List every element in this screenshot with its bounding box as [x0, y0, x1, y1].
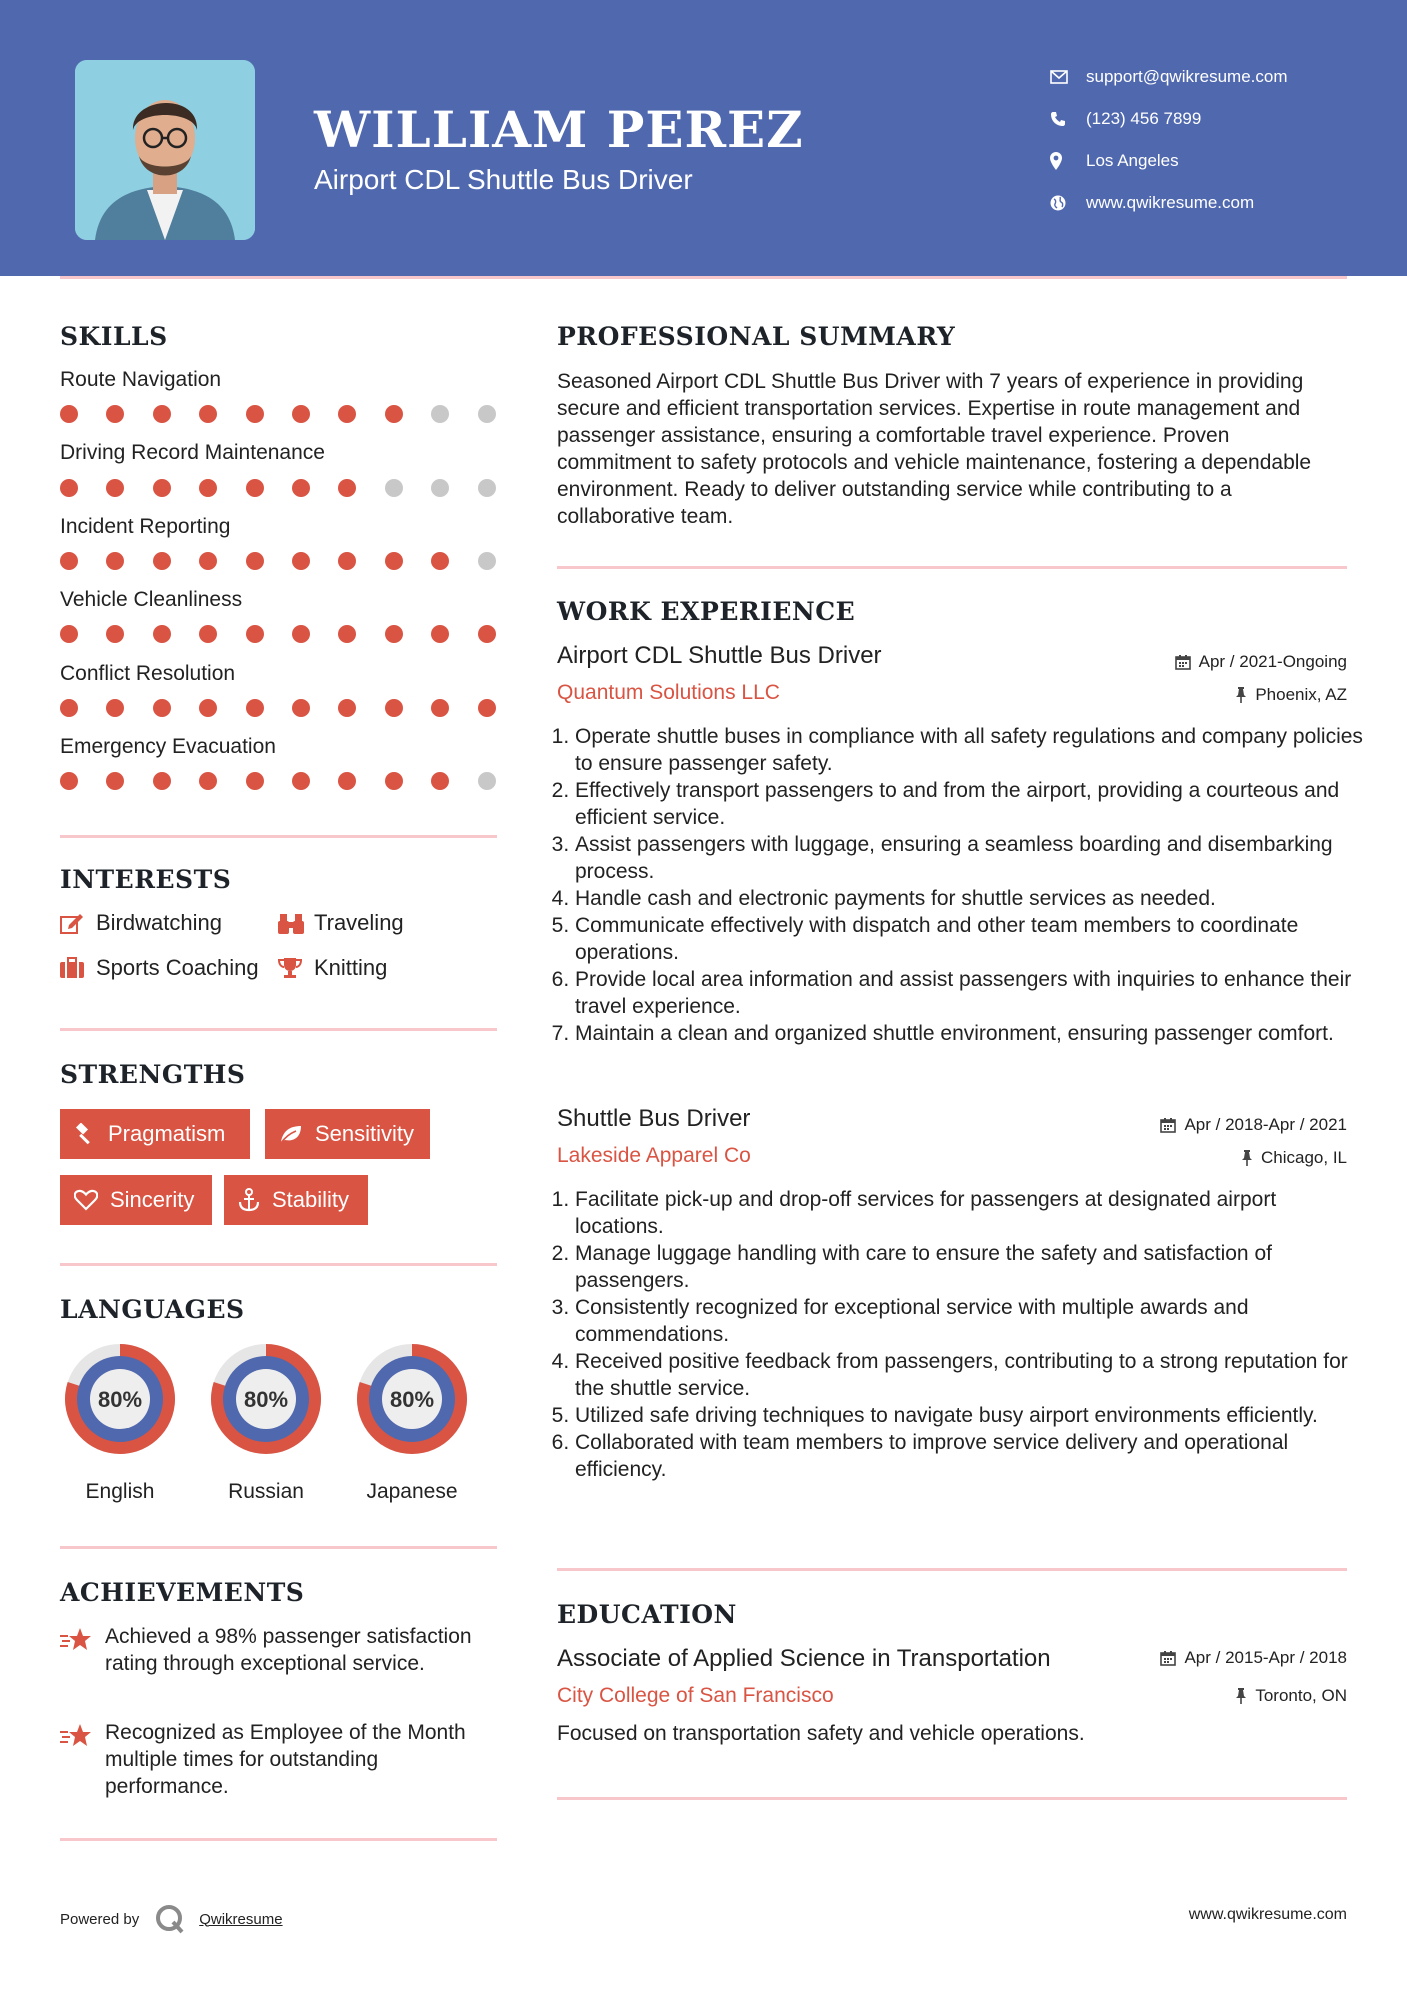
job-dates [1160, 1115, 1347, 1135]
school-name: City College of San Francisco [557, 1684, 834, 1707]
skill-dot-filled [106, 479, 124, 497]
interest-label: Sports Coaching [96, 955, 259, 980]
strengths-heading: STRENGTHS [60, 1060, 246, 1089]
language-percent: 80% [243, 1387, 289, 1412]
strength-label: Sincerity [110, 1187, 195, 1212]
education-dates [1160, 1648, 1347, 1668]
skill-dot-filled [199, 552, 217, 570]
language-item [58, 1337, 182, 1504]
skill-dot-filled [338, 552, 356, 570]
skill-dot-filled [106, 625, 124, 643]
job-dates-text: Apr / 2021-Ongoing [1198, 652, 1347, 671]
candidate-name: WILLIAM PEREZ [314, 100, 804, 159]
duty-item: 4. Handle cash and electronic payments for shuttle services as needed. [575, 885, 1365, 912]
skill-rating [60, 699, 500, 719]
skill-dot-filled [199, 479, 217, 497]
skill-dot-filled [246, 699, 264, 717]
pushpin-icon [1241, 1150, 1253, 1166]
skill-rating [60, 552, 500, 572]
summary-text: Seasoned Airport CDL Shuttle Bus Driver with 7 years of experience in providing secure and efficient transportation services. Expertise in route management and passenger assistance, ensuring a comfortable travel experience. Proven commitment to safety protocols and vehicle maintenance, fostering a dependable environment. Ready to deliver outstanding service while contributing to a collaborative team. [557, 370, 1312, 528]
achievement-item [60, 1719, 500, 1800]
skill-dot-filled [246, 479, 264, 497]
strength-badge [60, 1175, 212, 1225]
header-banner [0, 0, 1407, 276]
skill-rating [60, 772, 500, 792]
job-location [1235, 685, 1347, 705]
contact-location-text: Los Angeles [1086, 151, 1179, 170]
star-icon [60, 1719, 105, 1800]
skill-dot-filled [153, 625, 171, 643]
skill-dot-empty [478, 405, 496, 423]
education-description: Focused on transportation safety and vehicle operations. [557, 1722, 1085, 1745]
section-divider [557, 1568, 1347, 1571]
skill-dot-filled [338, 479, 356, 497]
education-dates-text: Apr / 2015-Apr / 2018 [1184, 1648, 1347, 1667]
achievements-heading: ACHIEVEMENTS [60, 1578, 305, 1607]
skill-dot-filled [153, 405, 171, 423]
company-name: Quantum Solutions LLC [557, 681, 780, 704]
footer-url[interactable]: www.qwikresume.com [1188, 1906, 1347, 1923]
section-divider [60, 1546, 497, 1549]
skill-dot-filled [106, 772, 124, 790]
skill-dot-filled [60, 405, 78, 423]
skill-name: Driving Record Maintenance [60, 441, 325, 464]
skill-dot-filled [292, 479, 310, 497]
interest-item [60, 955, 259, 981]
calendar-icon [1175, 654, 1191, 670]
phone-icon [1050, 111, 1086, 127]
skill-dot-filled [431, 772, 449, 790]
star-icon [60, 1623, 105, 1677]
skill-dot-filled [106, 405, 124, 423]
duty-item: 6. Provide local area information and assist passengers with inquiries to enhance their travel experience. [575, 966, 1365, 1020]
skill-dot-filled [338, 405, 356, 423]
skill-dot-filled [153, 699, 171, 717]
skill-dot-filled [292, 552, 310, 570]
duty-item: 5. Communicate effectively with dispatch and other team members to coordinate operations. [575, 912, 1365, 966]
education-location-text: Toronto, ON [1255, 1686, 1347, 1705]
section-divider [60, 1838, 497, 1841]
skill-dot-filled [246, 552, 264, 570]
interest-label: Traveling [314, 910, 404, 935]
skill-name: Route Navigation [60, 368, 222, 391]
achievement-text: Recognized as Employee of the Month multiple times for outstanding performance. [105, 1721, 466, 1798]
strength-label: Sensitivity [315, 1121, 415, 1146]
job-dates-text: Apr / 2018-Apr / 2021 [1184, 1115, 1347, 1134]
skill-name: Conflict Resolution [60, 662, 236, 685]
skill-dot-filled [199, 772, 217, 790]
section-divider [557, 566, 1347, 569]
duty-item: 6. Collaborated with team members to improve service delivery and operational efficiency. [575, 1429, 1365, 1483]
section-divider [60, 1263, 497, 1266]
summary-heading: PROFESSIONAL SUMMARY [557, 322, 956, 351]
skill-dot-filled [338, 699, 356, 717]
contact-list [1050, 56, 1288, 224]
skill-dot-filled [153, 772, 171, 790]
job-location-text: Phoenix, AZ [1255, 685, 1347, 704]
skills-heading: SKILLS [60, 322, 168, 351]
pushpin-icon [1235, 687, 1247, 703]
skill-dot-filled [199, 699, 217, 717]
section-divider [557, 1797, 1347, 1800]
language-name: English [85, 1480, 155, 1503]
strength-badge [60, 1109, 250, 1159]
job-location [1241, 1148, 1347, 1168]
candidate-title: Airport CDL Shuttle Bus Driver [314, 164, 693, 195]
skill-dot-filled [60, 772, 78, 790]
skill-dot-filled [292, 772, 310, 790]
header-divider [60, 276, 1347, 279]
language-name: Russian [228, 1480, 304, 1503]
job-duties [557, 1186, 1365, 1483]
skill-dot-filled [153, 552, 171, 570]
experience-heading: WORK EXPERIENCE [557, 597, 856, 626]
edit-icon [60, 912, 96, 934]
strength-label: Pragmatism [108, 1121, 226, 1146]
interest-label: Birdwatching [96, 910, 222, 935]
language-ring [58, 1337, 182, 1461]
skill-dot-filled [153, 479, 171, 497]
skill-rating [60, 405, 500, 425]
language-ring [350, 1337, 474, 1461]
briefcase-icon [60, 957, 96, 979]
skill-dot-filled [60, 552, 78, 570]
skill-dot-filled [338, 625, 356, 643]
pushpin-icon [1235, 1688, 1247, 1704]
company-name: Lakeside Apparel Co [557, 1144, 751, 1167]
language-item [204, 1337, 328, 1504]
anchor-icon [238, 1188, 260, 1212]
skill-dot-filled [431, 552, 449, 570]
job-location-text: Chicago, IL [1261, 1148, 1347, 1167]
language-percent: 80% [389, 1387, 435, 1412]
skill-dot-filled [106, 699, 124, 717]
skill-dot-filled [385, 772, 403, 790]
skill-dot-filled [246, 625, 264, 643]
skill-dot-filled [199, 405, 217, 423]
skill-dot-filled [431, 699, 449, 717]
language-name: Japanese [366, 1480, 458, 1503]
skill-dot-filled [199, 625, 217, 643]
skill-dot-filled [431, 625, 449, 643]
skill-name: Incident Reporting [60, 515, 231, 538]
achievement-item [60, 1623, 500, 1677]
envelope-icon [1050, 70, 1086, 84]
qwikresume-logo-icon [155, 1904, 185, 1934]
skill-dot-empty [478, 479, 496, 497]
contact-website-text: www.qwikresume.com [1086, 193, 1255, 212]
skill-dot-filled [246, 772, 264, 790]
skill-dot-empty [431, 479, 449, 497]
skill-dot-filled [60, 625, 78, 643]
interests-heading: INTERESTS [60, 865, 232, 894]
contact-location [1050, 140, 1288, 182]
interest-label: Knitting [314, 955, 388, 980]
skill-dot-filled [60, 699, 78, 717]
skill-dot-filled [385, 405, 403, 423]
footer-powered-by [60, 1904, 283, 1934]
duty-item: 3. Assist passengers with luggage, ensuring a seamless boarding and disembarking process. [575, 831, 1365, 885]
skill-dot-filled [246, 405, 264, 423]
binoculars-icon [278, 912, 314, 934]
strength-label: Stability [272, 1187, 350, 1212]
skill-rating [60, 625, 500, 645]
contact-phone-text: (123) 456 7899 [1086, 109, 1202, 128]
education-location [1235, 1686, 1347, 1706]
strength-badge [224, 1175, 368, 1225]
contact-email-text: support@qwikresume.com [1086, 67, 1288, 86]
duty-item: 1. Operate shuttle buses in compliance with all safety regulations and company policies to ensure passenger safety. [575, 723, 1365, 777]
powered-by-text: Powered by [60, 1910, 140, 1928]
duty-item: 3. Consistently recognized for exceptional service with multiple awards and commendations. [575, 1294, 1365, 1348]
skill-dot-filled [292, 405, 310, 423]
skill-dot-empty [478, 772, 496, 790]
calendar-icon [1160, 1650, 1176, 1666]
job-title: Shuttle Bus Driver [557, 1105, 751, 1132]
skill-dot-filled [385, 625, 403, 643]
language-item [350, 1337, 474, 1504]
language-ring [204, 1337, 328, 1461]
job-dates [1175, 652, 1347, 672]
interest-item [278, 910, 404, 936]
interest-item [278, 955, 387, 981]
skill-dot-filled [60, 479, 78, 497]
skill-name: Vehicle Cleanliness [60, 588, 243, 611]
skill-dot-filled [385, 699, 403, 717]
section-divider [60, 1028, 497, 1031]
qwikresume-link[interactable]: Qwikresume [199, 1910, 283, 1928]
globe-icon [1050, 195, 1086, 211]
skill-name: Emergency Evacuation [60, 735, 276, 758]
interest-item [60, 910, 222, 936]
profile-photo [75, 60, 255, 240]
contact-email[interactable] [1050, 56, 1288, 98]
leaf-icon [279, 1124, 303, 1144]
achievement-text: Achieved a 98% passenger satisfaction rating through exceptional service. [105, 1625, 472, 1675]
strength-badge [265, 1109, 430, 1159]
languages-heading: LANGUAGES [60, 1295, 245, 1324]
section-divider [60, 835, 497, 838]
language-percent: 80% [97, 1387, 143, 1412]
skill-dot-empty [385, 479, 403, 497]
job-duties [557, 723, 1365, 1047]
skill-dot-filled [478, 699, 496, 717]
skill-dot-empty [431, 405, 449, 423]
duty-item: 1. Facilitate pick-up and drop-off services for passengers at designated airport locations. [575, 1186, 1365, 1240]
skill-rating [60, 479, 500, 499]
skill-dot-filled [338, 772, 356, 790]
gavel-icon [74, 1123, 96, 1145]
duty-item: 5. Utilized safe driving techniques to navigate busy airport environments efficiently. [575, 1402, 1365, 1429]
map-pin-icon [1050, 152, 1086, 170]
skill-dot-filled [106, 552, 124, 570]
skill-dot-empty [478, 552, 496, 570]
contact-phone[interactable] [1050, 98, 1288, 140]
calendar-icon [1160, 1117, 1176, 1133]
duty-item: 4. Received positive feedback from passengers, contributing to a strong reputation for the shuttle service. [575, 1348, 1365, 1402]
duty-item: 7. Maintain a clean and organized shuttle environment, ensuring passenger comfort. [575, 1020, 1365, 1047]
skill-dot-filled [292, 625, 310, 643]
trophy-icon [278, 957, 314, 979]
skill-dot-filled [478, 625, 496, 643]
job-title: Airport CDL Shuttle Bus Driver [557, 642, 882, 669]
heart-icon [74, 1189, 98, 1211]
skill-dot-filled [385, 552, 403, 570]
education-heading: EDUCATION [557, 1600, 737, 1629]
contact-website[interactable] [1050, 182, 1288, 224]
skill-dot-filled [292, 699, 310, 717]
duty-item: 2. Effectively transport passengers to and from the airport, providing a courteous and efficient service. [575, 777, 1365, 831]
duty-item: 2. Manage luggage handling with care to ensure the safety and satisfaction of passengers. [575, 1240, 1365, 1294]
degree-title: Associate of Applied Science in Transportation [557, 1645, 1051, 1672]
